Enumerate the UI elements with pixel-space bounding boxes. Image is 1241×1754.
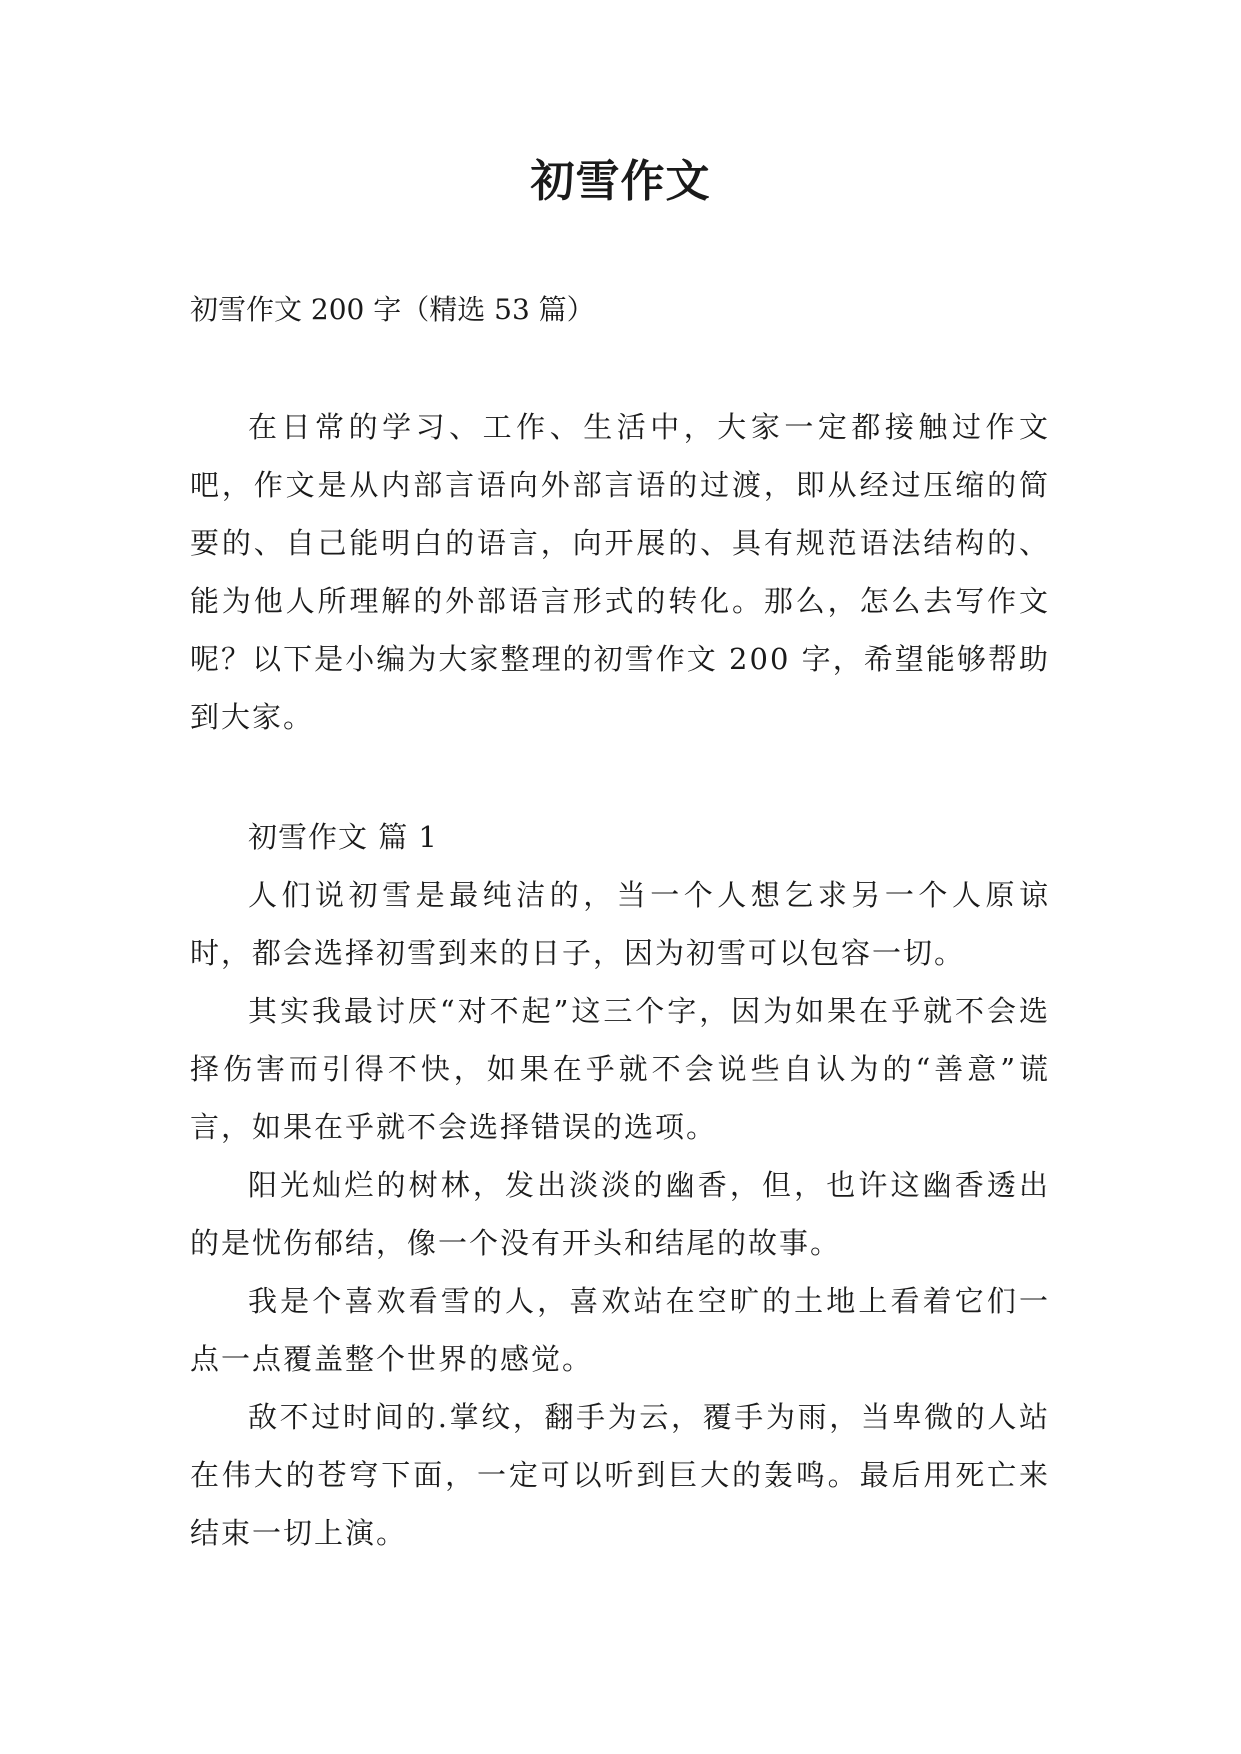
body-paragraph-2: 其实我最讨厌“对不起”这三个字，因为如果在乎就不会选择伤害而引得不快，如果在乎就不会说些自认为的“善意”谎言，如果在乎就不会选择错误的选项。 (190, 994, 1050, 1144)
spacer (190, 746, 1050, 808)
body-paragraph-4: 我是个喜欢看雪的人，喜欢站在空旷的土地上看着它们一点一点覆盖整个世界的感觉。 (190, 1284, 1050, 1376)
document-subtitle: 初雪作文 200 字（精选 53 篇） (190, 293, 595, 326)
body-paragraph-1: 人们说初雪是最纯洁的，当一个人想乞求另一个人原谅时，都会选择初雪到来的日子，因为初雪可以包容一切。 (190, 878, 1050, 970)
document-body (190, 398, 1050, 1562)
intro-paragraph: 在日常的学习、工作、生活中，大家一定都接触过作文吧，作文是从内部言语向外部言语的过渡，即从经过压缩的简要的、自己能明白的语言，向开展的、具有规范语法结构的、能为他人所理解的外部语言形式的转化。那么，怎么去写作文呢？以下是小编为大家整理的初雪作文 200 字，希望能够帮助到大家。 (190, 410, 1050, 734)
body-paragraph-3: 阳光灿烂的树林，发出淡淡的幽香，但，也许这幽香透出的是忧伤郁结，像一个没有开头和结尾的故事。 (190, 1168, 1050, 1260)
body-paragraph-5: 敌不过时间的.掌纹，翻手为云，覆手为雨，当卑微的人站在伟大的苍穹下面，一定可以听到巨大的轰鸣。最后用死亡来结束一切上演。 (190, 1400, 1050, 1550)
section-heading: 初雪作文 篇 1 (248, 820, 438, 854)
page-title: 初雪作文 (530, 156, 711, 207)
